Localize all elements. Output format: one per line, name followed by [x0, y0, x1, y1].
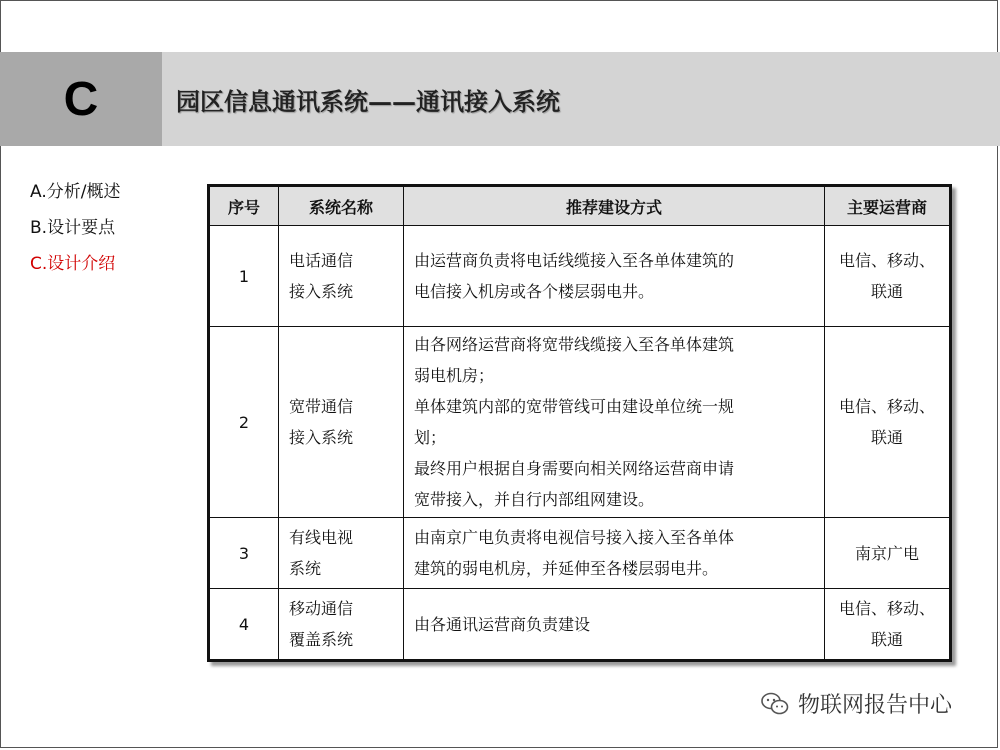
header-operator: 主要运营商	[825, 187, 950, 226]
cell-system-name: 移动通信 覆盖系统	[279, 589, 404, 660]
cell-method: 由运营商负责将电话线缆接入至各单体建筑的 电信接入机房或各个楼层弱电井。	[404, 226, 825, 327]
cell-no: 4	[210, 589, 279, 660]
cell-method: 由各通讯运营商负责建设	[404, 589, 825, 660]
header-no: 序号	[210, 187, 279, 226]
cell-operator: 电信、移动、 联通	[825, 327, 950, 518]
cell-system-name: 电话通信 接入系统	[279, 226, 404, 327]
header-system-name: 系统名称	[279, 187, 404, 226]
cell-method: 由南京广电负责将电视信号接入接入至各单体 建筑的弱电机房，并延伸至各楼层弱电井。	[404, 518, 825, 589]
side-nav	[30, 178, 120, 286]
cell-no: 2	[210, 327, 279, 518]
table-row	[210, 589, 950, 660]
cell-system-name: 有线电视 系统	[279, 518, 404, 589]
cell-no: 3	[210, 518, 279, 589]
table-header-row	[210, 187, 950, 226]
nav-item-design-intro[interactable]: C.设计介绍	[30, 254, 116, 274]
wechat-icon	[760, 691, 790, 717]
table-row	[210, 518, 950, 589]
section-letter: C	[63, 72, 99, 126]
watermark-text: 物联网报告中心	[798, 693, 953, 718]
section-badge	[0, 52, 162, 146]
cell-operator: 电信、移动、 联通	[825, 589, 950, 660]
cell-operator: 南京广电	[825, 518, 950, 589]
systems-table	[209, 186, 950, 660]
page-title: 园区信息通讯系统——通讯接入系统	[176, 86, 560, 116]
header-method: 推荐建设方式	[404, 187, 825, 226]
table-row	[210, 226, 950, 327]
nav-item-analysis[interactable]: A.分析/概述	[30, 182, 121, 202]
watermark	[760, 688, 952, 719]
table-row	[210, 327, 950, 518]
nav-item-design-points[interactable]: B.设计要点	[30, 218, 116, 238]
systems-table-wrapper	[207, 184, 952, 662]
cell-no: 1	[210, 226, 279, 327]
cell-operator: 电信、移动、 联通	[825, 226, 950, 327]
cell-system-name: 宽带通信 接入系统	[279, 327, 404, 518]
cell-method: 由各网络运营商将宽带线缆接入至各单体建筑 弱电机房； 单体建筑内部的宽带管线可由建设单位统一规 划； 最终用户根据自身需要向相关网络运营商申请 宽带接入，并自行内部组网建设。	[404, 327, 825, 518]
